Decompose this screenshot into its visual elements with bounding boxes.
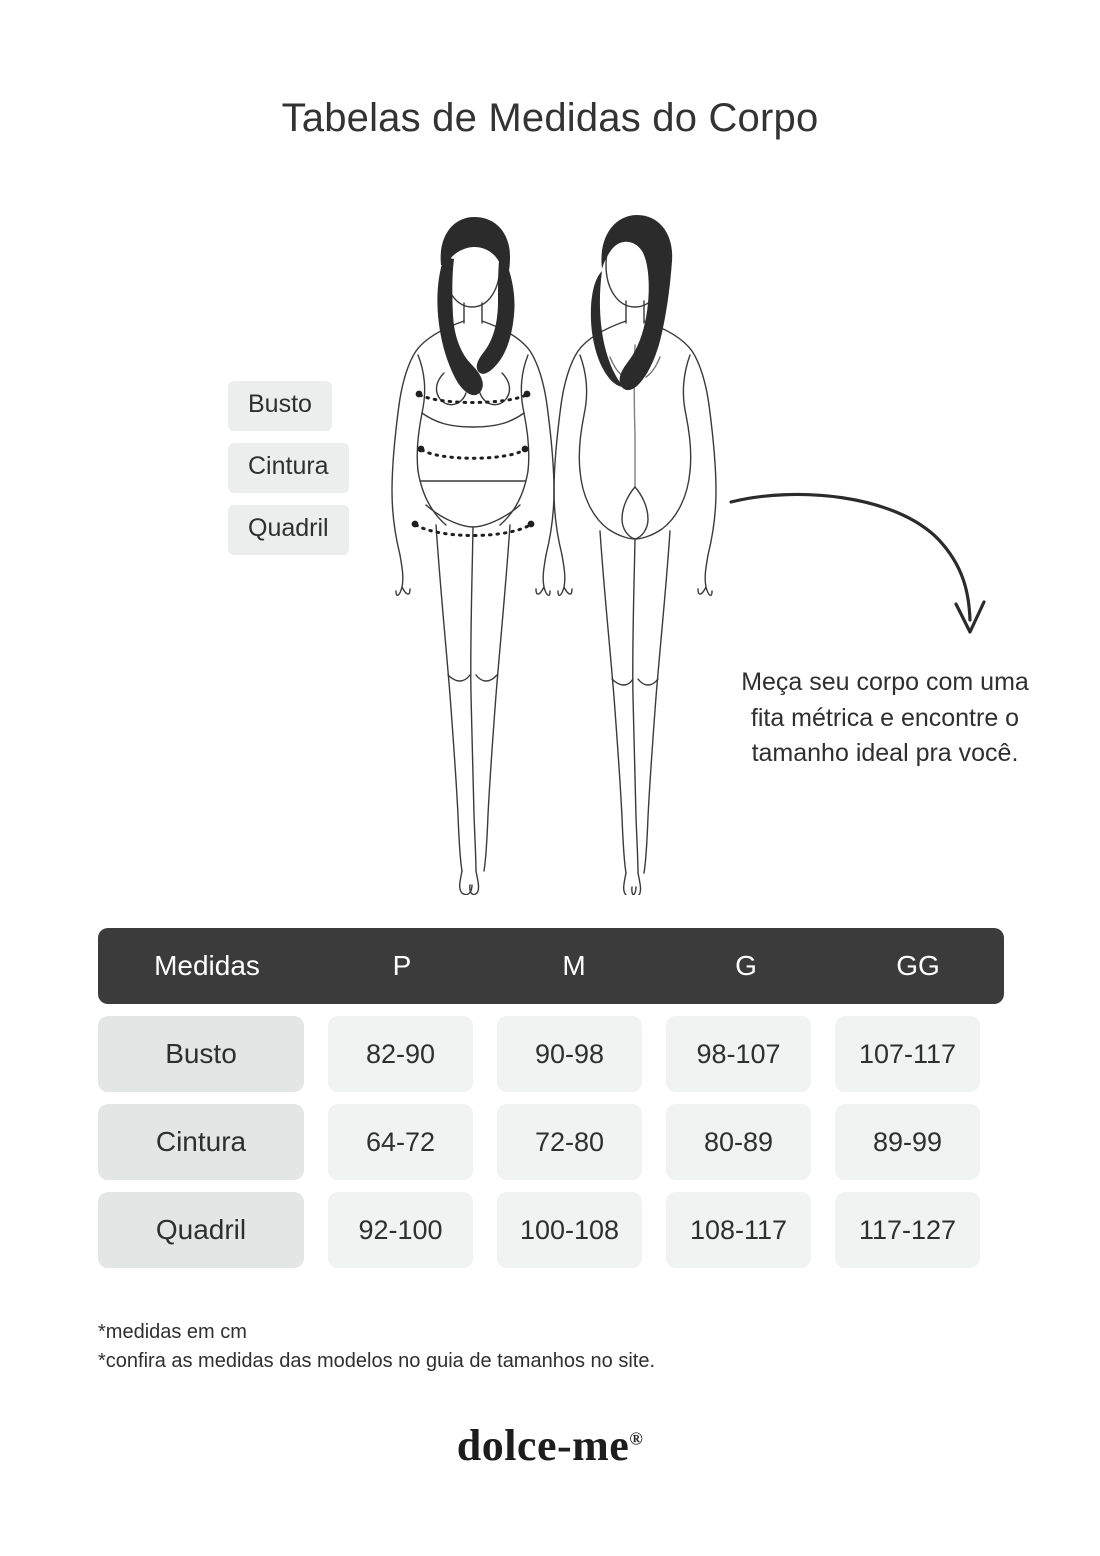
- body-figures: [340, 195, 760, 895]
- page-title: Tabelas de Medidas do Corpo: [281, 96, 819, 140]
- footnote-models: *confira as medidas das modelos no guia de tamanhos no site.: [98, 1350, 656, 1372]
- row-label-busto: Busto: [98, 1016, 304, 1092]
- size-table: [98, 928, 1004, 1268]
- cell-quadril-p: 92-100: [328, 1192, 473, 1268]
- cell-busto-gg: 107-117: [835, 1016, 980, 1092]
- front-body-figure: [392, 217, 554, 895]
- curved-arrow: [725, 480, 1005, 650]
- brand-name: dolce-me: [456, 1421, 630, 1470]
- table-row: [98, 1104, 1004, 1180]
- cell-cintura-gg: 89-99: [835, 1104, 980, 1180]
- header-cell-p: P: [392, 950, 412, 981]
- measure-chip-busto: Busto: [228, 381, 332, 431]
- measure-instruction-text: Meça seu corpo com uma fita métrica e encontre o tamanho ideal pra você.: [741, 668, 1029, 767]
- row-label-cintura: Cintura: [98, 1104, 304, 1180]
- curved-arrow-icon: [725, 480, 1005, 650]
- row-label-quadril: Quadril: [98, 1192, 304, 1268]
- brand-registered-mark: ®: [629, 1428, 644, 1449]
- measure-chip-quadril: Quadril: [228, 505, 349, 555]
- measure-chip-cintura: Cintura: [228, 443, 349, 493]
- header-cell-medidas: Medidas: [154, 950, 260, 981]
- illustration-area: [0, 185, 1100, 905]
- header-cell-m: M: [562, 950, 586, 981]
- header-cell-g: G: [735, 950, 757, 981]
- cell-quadril-g: 108-117: [666, 1192, 811, 1268]
- cell-busto-g: 98-107: [666, 1016, 811, 1092]
- footnote-units: *medidas em cm: [98, 1321, 247, 1343]
- footnotes: [98, 1318, 655, 1376]
- back-body-figure: [554, 215, 716, 895]
- cell-busto-m: 90-98: [497, 1016, 642, 1092]
- body-figures-svg: [340, 195, 760, 895]
- cell-quadril-gg: 117-127: [835, 1192, 980, 1268]
- cell-cintura-g: 80-89: [666, 1104, 811, 1180]
- cell-quadril-m: 100-108: [497, 1192, 642, 1268]
- brand-logo: [0, 1420, 1100, 1471]
- size-table-header-row: [98, 928, 1004, 1004]
- header-cell-gg: GG: [896, 950, 940, 981]
- table-row: [98, 1192, 1004, 1268]
- cell-busto-p: 82-90: [328, 1016, 473, 1092]
- table-row: [98, 1016, 1004, 1092]
- cell-cintura-p: 64-72: [328, 1104, 473, 1180]
- cell-cintura-m: 72-80: [497, 1104, 642, 1180]
